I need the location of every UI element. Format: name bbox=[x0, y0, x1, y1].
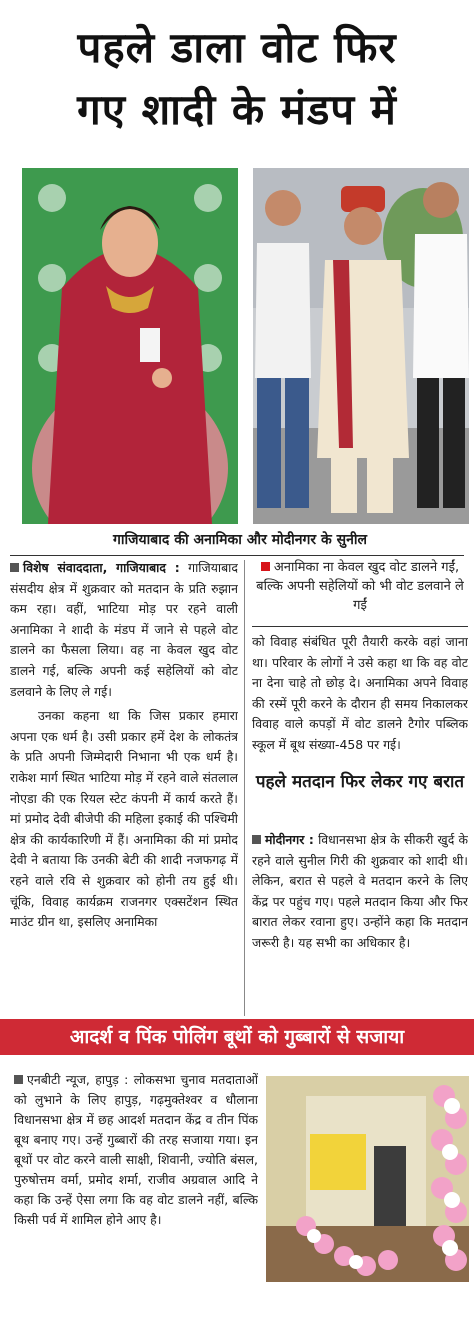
right-dateline: मोदीनगर : bbox=[265, 832, 314, 847]
right-para-2: विधानसभा क्षेत्र के सीकरी खुर्द के रहने वाले सुनील गिरी की शुक्रवार को शादी थी। लेकिन, बरात से पहले वे मतदान करने के लिए केंद्र पर पहुंच गए। पहले मतदान किया और फिर बारात लेकर रवाना हुए। उन्होंने कहा कि मतदान जरूरी है। यह सभी का अधिकार है। bbox=[252, 832, 468, 950]
polling-booth-illustration bbox=[266, 1076, 469, 1282]
right-subhead: पहले मतदान फिर लेकर गए बरात bbox=[255, 772, 465, 792]
column-divider bbox=[244, 560, 245, 1016]
caption-divider bbox=[10, 555, 464, 556]
pull-quote bbox=[252, 558, 468, 620]
left-para-1: गाजियाबाद संसदीय क्षेत्र में शुक्रवार को मतदान के प्रति रुझान कम रहा। वहीं, भाटिया मोड़ पर रहने वाली अनामिका ने शादी के मंडप में जाने से पहले वोट डालने का फैसला लिया। वह ना केवल खुद वोट डालने गई, बल्कि अपनी कई सहेलियों को वोट डलवाने के लिए ले गई। bbox=[10, 560, 238, 699]
bottom-body: लोकसभा चुनाव मतदाताओं को लुभाने के लिए हापुड़, गढ़मुक्तेश्वर व धौलाना विधानसभा क्षेत्र में छह आदर्श मतदान केंद्र व तीन पिंक बूथ बनाए गए। उन्हें गुब्बारों की तरह सजाया गया। इन बूथों पर वोट करने वाली साक्षी, शिवानी, ज्योति बंसल, पुरुषोत्तम वर्मा, प्रमोद शर्मा, राजीव अग्रवाल आदि ने कहा कि उन्हें ऐसा लगा कि वह वोट डालने नहीं, बल्कि किसी पर्व में शामिल होने आए है। bbox=[14, 1072, 258, 1227]
bride-photo-illustration bbox=[22, 168, 238, 524]
headline-line-2: गए शादी के मंडप में bbox=[77, 85, 397, 134]
right-para-2-block bbox=[252, 830, 468, 1016]
groom-photo bbox=[253, 168, 469, 524]
left-para-2: उनका कहना था कि जिस प्रकार हमारा अपना एक धर्म है। उसी प्रकार हमें देश के लोकतंत्र के प्रति अपनी जिम्मेदारी निभाना भी एक धर्म है। राकेश मार्ग स्थित भाटिया मोड़ में रहने वाले संतलाल नोएडा की एक रियल स्टेट कंपनी में कार्य करते हैं। मां प्रमोद देवी बीजेपी की महिला इकाई की पश्चिमी क्षेत्र की कार्यकारिणी में हैं। अनामिका की मां प्रमोद देवी ने बताया कि उनकी बेटी की शादी नजफगढ़ में रहने वाले रवि से शुक्रवार को होनी तय हुई थी। चूंकि, विवाह कार्यक्रम राजनगर एक्सटेंशन स्थित माउंट ग्रीन था, इसलिए अनामिका bbox=[10, 708, 238, 930]
left-dateline: विशेष संवाददाता, गाजियाबाद : bbox=[23, 560, 180, 575]
bride-photo bbox=[22, 168, 238, 524]
right-para-1: को विवाह संबंधित पूरी तैयारी करके वहां जाना था। परिवार के लोगों ने उसे कहा था कि वह वोट ना देना चाहे तो छोड़ दे। अनामिका अपने विवाह की रस्में पूरी करने के दौरान ही समय निकालकर विवाह वाले कपड़ों में वोट डालने टैगोर पब्लिक स्कूल में बूथ संख्या-458 पर गई। bbox=[252, 634, 468, 752]
quote-square-icon bbox=[261, 562, 270, 571]
photo-caption: गाजियाबाद की अनामिका और मोदीनगर के सुनील bbox=[113, 532, 367, 548]
groom-photo-illustration bbox=[253, 168, 469, 524]
bullet-square-icon bbox=[14, 1075, 23, 1084]
bottom-story bbox=[14, 1070, 258, 1310]
left-column bbox=[10, 558, 238, 1016]
section-banner: आदर्श व पिंक पोलिंग बूथों को गुब्बारों से सजाया bbox=[0, 1019, 474, 1055]
bullet-square-icon bbox=[10, 563, 19, 572]
bullet-square-icon bbox=[252, 835, 261, 844]
headline-line-1: पहले डाला वोट फिर bbox=[77, 23, 397, 72]
bottom-dateline: एनबीटी न्यूज, हापुड़ : bbox=[27, 1072, 129, 1087]
quote-divider bbox=[252, 626, 468, 627]
polling-booth-photo bbox=[266, 1076, 469, 1282]
pull-quote-text: अनामिका ना केवल खुद वोट डालने गईं, बल्कि अपनी सहेलियों को भी वोट डलवाने ले गईं bbox=[256, 560, 464, 613]
